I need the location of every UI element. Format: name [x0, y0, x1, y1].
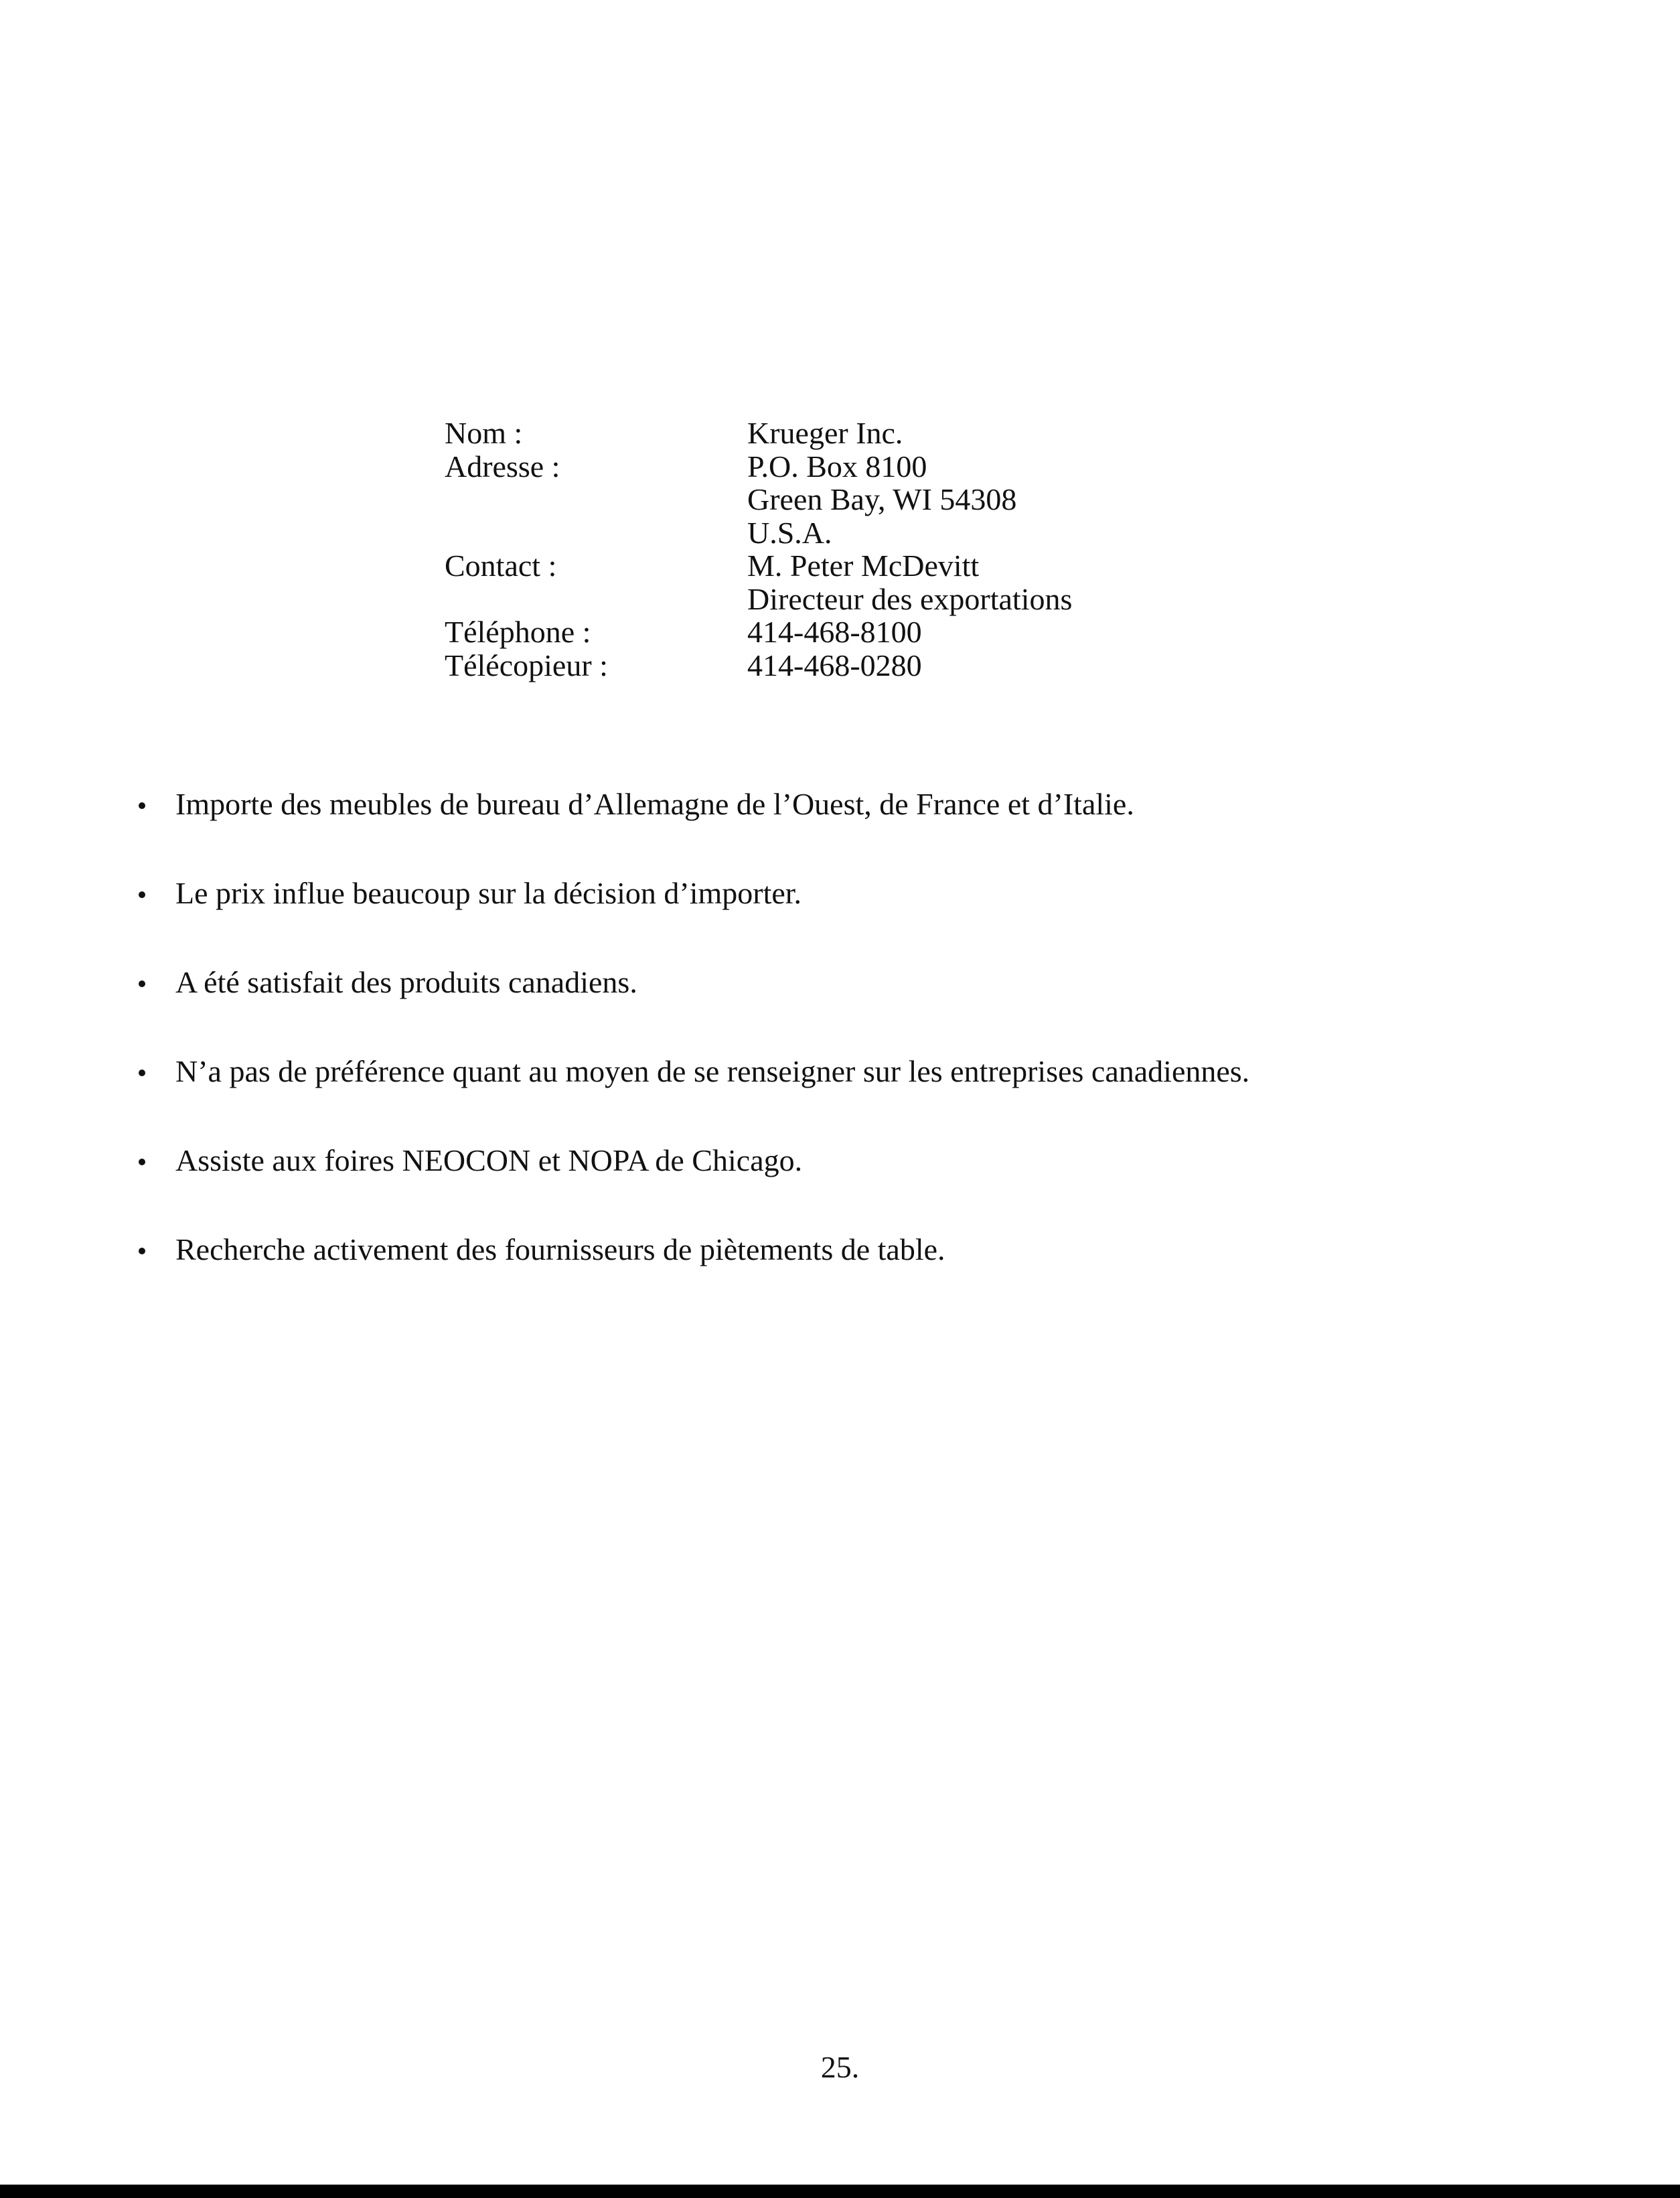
- contact-label: Contact :: [445, 548, 557, 583]
- bullet-icon: [139, 1248, 145, 1254]
- bullet-icon: [139, 891, 145, 898]
- list-item: [133, 1228, 1249, 1317]
- page-number: 25.: [820, 2050, 860, 2084]
- list-item-text: Le prix influe beaucoup sur la décision d’importer.: [175, 876, 802, 910]
- bullet-icon: [139, 1070, 145, 1076]
- bullet-icon: [139, 1159, 145, 1165]
- contact-title: Directeur des exportations: [747, 581, 1073, 616]
- list-item-text: Importe des meubles de bureau d’Allemagne de l’Ouest, de France et d’Italie.: [175, 787, 1134, 821]
- contact-person: M. Peter McDevitt: [747, 548, 980, 583]
- address-line: Green Bay, WI 54308: [747, 482, 1017, 516]
- address-row: [445, 450, 1072, 550]
- address-line: P.O. Box 8100: [747, 449, 927, 484]
- bottom-border: [0, 2185, 1680, 2198]
- name-value: Krueger Inc.: [747, 416, 903, 450]
- list-item-text: Recherche activement des fournisseurs de piètements de table.: [175, 1232, 945, 1266]
- list-item-text: A été satisfait des produits canadiens.: [175, 965, 637, 999]
- fax-label: Télécopieur :: [445, 648, 608, 682]
- list-item: [133, 1049, 1249, 1139]
- name-label: Nom :: [445, 416, 523, 450]
- contact-info-block: [445, 417, 1072, 682]
- name-row: [445, 417, 1072, 450]
- bullet-list: [133, 782, 1249, 1317]
- bullet-icon: [139, 802, 145, 809]
- address-label: Adresse :: [445, 449, 560, 484]
- fax-row: [445, 649, 1072, 682]
- list-item-text: Assiste aux foires NEOCON et NOPA de Chicago.: [175, 1143, 803, 1177]
- list-item: [133, 1139, 1249, 1228]
- contact-row: [445, 549, 1072, 615]
- phone-value: 414-468-8100: [747, 615, 922, 649]
- address-line: U.S.A.: [747, 515, 832, 550]
- bullet-icon: [139, 980, 145, 987]
- phone-label: Téléphone :: [445, 615, 591, 649]
- list-item: [133, 871, 1249, 960]
- phone-row: [445, 615, 1072, 649]
- list-item: [133, 960, 1249, 1049]
- list-item-text: N’a pas de préférence quant au moyen de se renseigner sur les entreprises canadiennes.: [175, 1054, 1250, 1088]
- fax-value: 414-468-0280: [747, 648, 922, 682]
- list-item: [133, 782, 1249, 871]
